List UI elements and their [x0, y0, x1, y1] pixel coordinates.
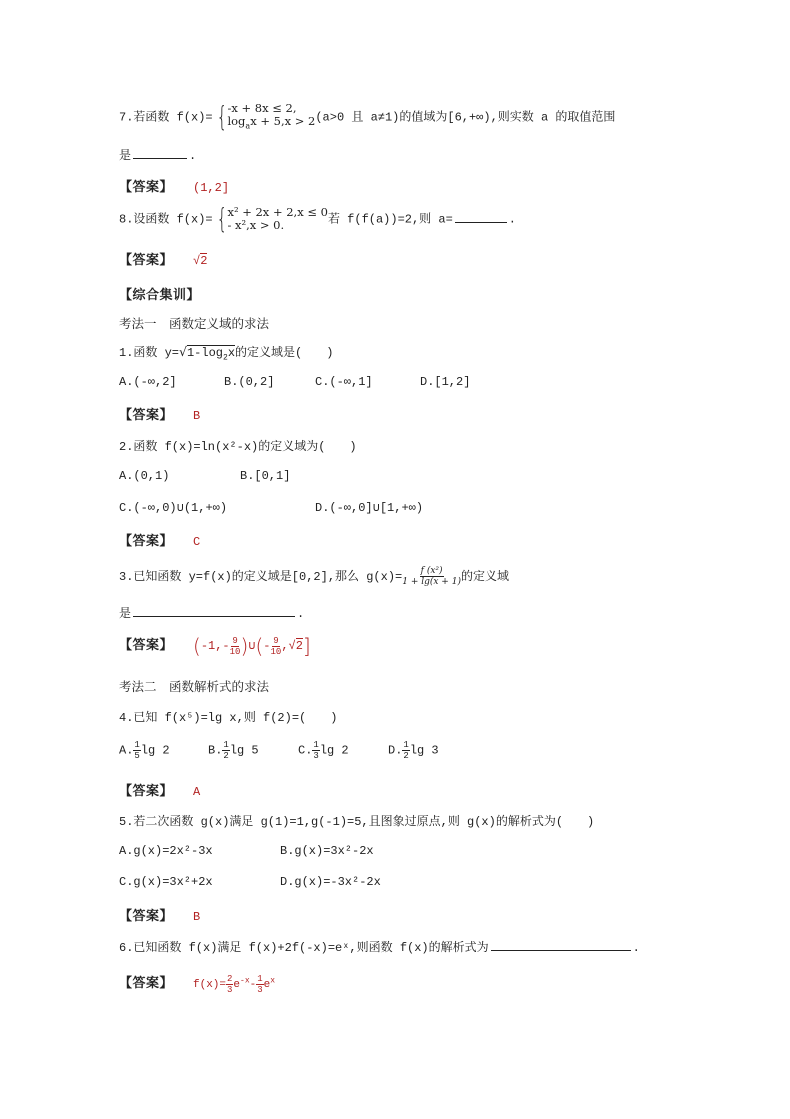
q5-option-a: A.g(x)=2x²-3x — [119, 844, 213, 858]
answer-6: 【答案】 f(x)= $\frac{2}{3}$ $e^{-x}-$ $\frac{1}{3}$ $e^x$ — [119, 973, 276, 995]
answer-3: 【答案】 (-1,- $\frac{9}{10}$ )∪(- $\frac{9}{10}$ ,√2] — [119, 634, 311, 658]
answer-8: 【答案】 √2 — [119, 253, 208, 268]
question-3-line2: 是 . — [119, 607, 305, 621]
answer-value: (-1,- $\frac{9}{10}$ )∪(- $\frac{9}{10}$ ,√2] — [193, 634, 311, 658]
q5-option-d: D.g(x)=-3x²-2x — [280, 875, 381, 889]
q4-option-c: C. $\frac{1}{3}$ lg 2 — [298, 740, 349, 761]
question-7-line2: 是 . — [119, 149, 197, 163]
method-2-heading: 考法二 函数解析式的求法 — [119, 679, 270, 694]
q4-option-d: D. $\frac{1}{2}$ lg 3 — [388, 740, 439, 761]
q1-option-a: A.(-∞,2] — [119, 375, 177, 389]
answer-value: (1,2] — [193, 181, 230, 195]
q7-case1: -x + 8x ≤ 2, — [227, 101, 297, 115]
q2-option-b: B.[0,1] — [240, 469, 291, 483]
answer-blank — [133, 157, 187, 159]
q7-cases: -x + 8x ≤ 2, $\log_ax + 5,x > 2$ — [227, 101, 316, 131]
answer-blank — [455, 221, 507, 223]
question-7 — [119, 102, 615, 132]
answer-value: f(x)= $\frac{2}{3}$ $e^{-x}-$ $\frac{1}{3}$ $e^x$ — [193, 973, 276, 995]
q5-option-c: C.g(x)=3x²+2x — [119, 875, 213, 889]
answer-blank — [491, 949, 631, 951]
brace-icon: { — [216, 202, 227, 235]
q1-option-c: C.(-∞,1] — [315, 375, 373, 389]
brace-icon: { — [216, 100, 227, 134]
q2-option-c: C.(-∞,0)∪(1,+∞) — [119, 501, 228, 515]
answer-4: 【答案】 A — [119, 784, 201, 799]
q3-fraction: $\frac{\text{f (x²)}}{1 + \lg(x + 1)}$ — [402, 566, 461, 587]
q1-option-d: D.[1,2] — [420, 375, 471, 389]
answer-1: 【答案】 B — [119, 408, 201, 423]
q1-option-b: B.(0,2] — [224, 375, 275, 389]
answer-5: 【答案】 B — [119, 909, 201, 924]
question-3: 3.已知函数 y=f(x)的定义域是[0,2],那么 g(x)= $\frac{\text{f (x²)}}{1 + \lg(x + 1)}$ 的定义域 — [119, 566, 509, 587]
question-6: 6.已知函数 f(x)满足 f(x)+2f(-x)=eˣ,则函数 f(x)的解析式为 . — [119, 941, 640, 955]
sqrt-icon: √ — [179, 344, 187, 359]
q8-cases: x² + 2x + 2,x ≤ 0 - x²,x > 0. — [227, 205, 328, 232]
question-4: 4.已知 f(x⁵)=lg x,则 f(2)=( ) — [119, 711, 338, 725]
q2-option-d: D.(-∞,0]∪[1,+∞) — [315, 501, 424, 515]
question-5: 5.若二次函数 g(x)满足 g(1)=1,g(-1)=5,且图象过原点,则 g(x)的解析式为( ) — [119, 815, 595, 829]
answer-label: 【答案】 — [119, 180, 174, 195]
q2-option-a: A.(0,1) — [119, 469, 170, 483]
answer-value: √2 — [193, 254, 208, 268]
q7-suffix: (a>0 且 a≠1)的值域为[6,+∞),则实数 a 的取值范围 — [315, 110, 616, 125]
question-1: 1.函数 $y=√1-\log_2x$的定义域是( ) — [119, 344, 334, 363]
q7-prefix: 7.若函数 f(x)= — [119, 110, 213, 125]
method-1-heading: 考法一 函数定义域的求法 — [119, 316, 270, 331]
q5-option-b: B.g(x)=3x²-2x — [280, 844, 374, 858]
question-2: 2.函数 f(x)=ln(x²-x)的定义域为( ) — [119, 440, 357, 454]
question-8: 8.设函数 f(x)= {x² + 2x + 2,x ≤ 0 - x²,x > 0. 若 f(f(a))=2,则 a= . — [119, 202, 516, 235]
q4-option-b: B. $\frac{1}{2}$ lg 5 — [208, 740, 259, 761]
answer-2: 【答案】 C — [119, 534, 201, 549]
section-title: 【综合集训】 — [119, 288, 201, 303]
answer-7 — [119, 176, 229, 195]
answer-blank — [133, 615, 295, 617]
q4-option-a: A. $\frac{1}{5}$ lg 2 — [119, 740, 170, 761]
